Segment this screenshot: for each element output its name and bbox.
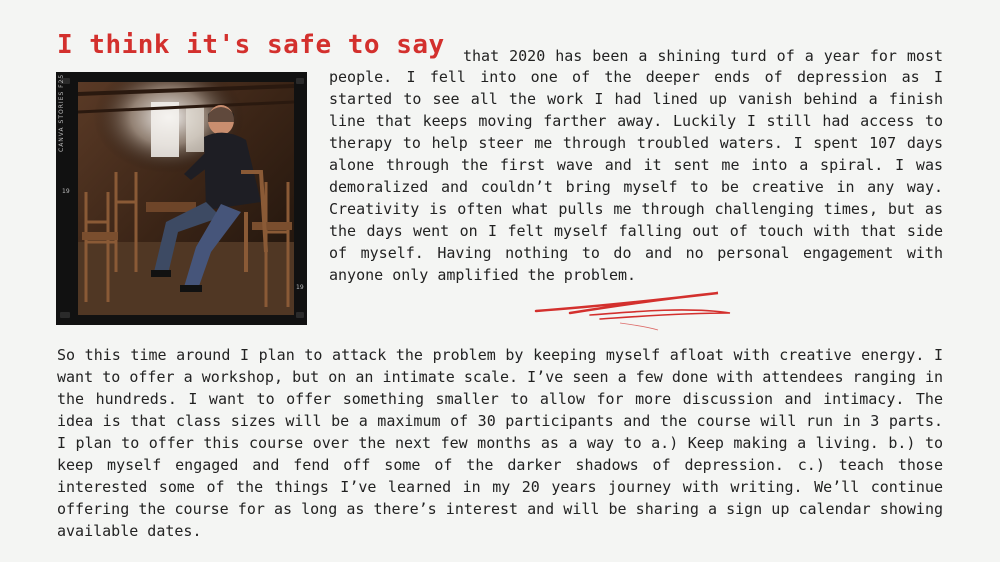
heading: I think it's safe to say: [57, 30, 445, 60]
red-scribble-decoration: [530, 285, 740, 335]
frame-number-top: 19: [62, 188, 70, 195]
second-paragraph: So this time around I plan to attack the problem by keeping myself afloat with creative energy. I want to offer a workshop, but on an intimate scale. I’ve seen a few done with attendees ranging in the hundreds. I want to offer something smaller to allow for more discussion and intimacy. The idea is that class sizes will be a maximum of 30 participants and the course will run in 3 parts. I plan to offer this course over the next few months as a way to a.) Keep making a living. b.) to keep myself engaged and fend off some of the darker shadows of depression. c.) teach those interested some of the things I’ve learned in my 20 years journey with writing. We’ll continue offering the course for as long as there’s interest and will be sharing a sign up calendar showing available dates.: [57, 346, 943, 540]
intro-first-line: that 2020 has been a shining turd of a year for most: [463, 47, 943, 65]
film-brand-label: CANVA STORIES F25: [58, 73, 65, 152]
intro-paragraph: people. I fell into one of the deeper ends of depression as I started to see all the work I had lined up vanish behind a finish line that keeps moving farther away. Luckily I still had access to therapy to help steer me through troubled waters. I spent 107 days alone through the first wave and it sent me into a spiral. I was demoralized and couldn’t bring myself to be creative in any way. Creativity is often what pulls me through challenging times, but as the days went on I felt myself falling out of touch with that side of myself. Having nothing to do and no personal engagement with anyone only amplified the problem.: [329, 68, 943, 284]
film-photo: [56, 72, 307, 325]
photo-image: [56, 72, 307, 325]
frame-number-bottom: 19: [296, 284, 304, 291]
